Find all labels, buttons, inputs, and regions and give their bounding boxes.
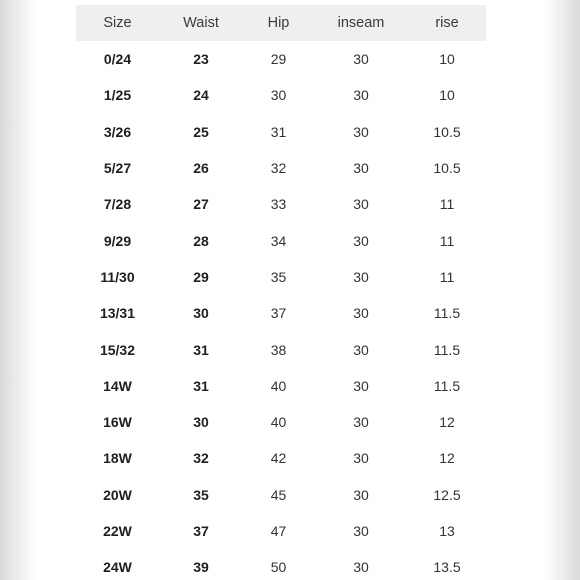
size-cell: 11/30	[100, 268, 135, 285]
size-cell: 5/27	[103, 160, 132, 177]
left-shadow-edge	[0, 0, 36, 580]
inseam-cell: 30	[353, 559, 369, 576]
rise-cell: 11	[439, 196, 455, 213]
inseam-cell: 30	[353, 450, 369, 467]
rise-cell: 11.5	[433, 305, 461, 322]
waist-cell: 28	[193, 232, 209, 249]
table-row	[76, 368, 486, 404]
waist-cell: 24	[193, 87, 209, 104]
header-waist: Waist	[183, 15, 219, 31]
size-cell: 20W	[103, 486, 132, 503]
table-row	[76, 259, 486, 295]
hip-cell: 50	[270, 559, 287, 576]
inseam-cell: 30	[353, 377, 369, 394]
size-cell: 1/25	[103, 87, 132, 104]
size-cell: 24W	[103, 559, 132, 576]
inseam-cell: 30	[353, 414, 369, 431]
table-row	[76, 295, 486, 331]
rise-cell: 10.5	[433, 123, 461, 140]
waist-cell: 30	[193, 305, 209, 322]
table-row	[76, 477, 486, 513]
table-row	[76, 150, 486, 186]
size-chart-table	[76, 5, 486, 580]
inseam-cell: 30	[353, 232, 369, 249]
header-hip: Hip	[267, 15, 290, 31]
table-row	[76, 331, 486, 367]
table-header	[76, 5, 486, 41]
rise-cell: 12.5	[433, 486, 461, 503]
size-cell: 13/31	[99, 305, 136, 322]
rise-cell: 11	[439, 268, 455, 285]
hip-cell: 38	[270, 341, 287, 358]
inseam-cell: 30	[353, 486, 369, 503]
rise-cell: 12	[439, 450, 455, 467]
hip-cell: 30	[270, 87, 287, 104]
table-row	[76, 114, 486, 150]
inseam-cell: 30	[353, 523, 369, 539]
rise-cell: 13.5	[433, 559, 461, 576]
waist-cell: 35	[193, 486, 209, 503]
waist-cell: 23	[193, 51, 209, 68]
waist-cell: 31	[193, 377, 209, 394]
hip-cell: 34	[270, 232, 287, 249]
waist-cell: 31	[193, 341, 209, 358]
size-cell: 7/28	[103, 196, 132, 213]
rise-cell: 11.5	[433, 377, 461, 394]
table-row	[76, 549, 486, 580]
rise-cell: 13	[439, 523, 455, 539]
rise-cell: 10	[439, 51, 455, 68]
rise-cell: 11	[439, 232, 455, 249]
hip-cell: 32	[270, 160, 287, 177]
hip-cell: 47	[270, 523, 287, 539]
header-row	[76, 5, 486, 41]
inseam-cell: 30	[353, 123, 369, 140]
waist-cell: 32	[193, 450, 209, 467]
waist-cell: 39	[193, 559, 209, 576]
hip-cell: 40	[270, 414, 287, 431]
waist-cell: 29	[193, 268, 209, 285]
inseam-cell: 30	[353, 160, 369, 177]
table-row	[76, 77, 486, 113]
hip-cell: 40	[270, 377, 287, 394]
inseam-cell: 30	[353, 268, 369, 285]
table-row	[76, 186, 486, 222]
rise-cell: 10.5	[433, 160, 461, 177]
hip-cell: 29	[270, 51, 287, 68]
hip-cell: 33	[270, 196, 287, 213]
hip-cell: 35	[270, 268, 287, 285]
table-row	[76, 513, 486, 549]
size-cell: 15/32	[99, 341, 136, 358]
size-cell: 14W	[103, 377, 132, 394]
hip-cell: 37	[270, 305, 287, 322]
header-rise: rise	[435, 15, 459, 31]
inseam-cell: 30	[353, 51, 369, 68]
table-row	[76, 404, 486, 440]
size-cell: 9/29	[103, 232, 132, 249]
table-row	[76, 222, 486, 258]
size-cell: 0/24	[103, 51, 132, 68]
inseam-cell: 30	[353, 341, 369, 358]
inseam-cell: 30	[353, 196, 369, 213]
waist-cell: 37	[193, 523, 209, 539]
hip-cell: 45	[270, 486, 287, 503]
table-body	[76, 41, 486, 580]
waist-cell: 27	[193, 196, 209, 213]
header-inseam: inseam	[337, 15, 385, 31]
rise-cell: 10	[439, 87, 455, 104]
size-cell: 3/26	[103, 123, 132, 140]
size-cell: 22W	[103, 523, 132, 539]
size-cell: 18W	[103, 450, 132, 467]
hip-cell: 31	[270, 123, 287, 140]
waist-cell: 26	[193, 160, 209, 177]
size-cell: 16W	[103, 414, 132, 431]
rise-cell: 11.5	[433, 341, 461, 358]
inseam-cell: 30	[353, 305, 369, 322]
waist-cell: 30	[193, 414, 209, 431]
right-shadow-edge	[544, 0, 580, 580]
table-row	[76, 41, 486, 77]
hip-cell: 42	[270, 450, 287, 467]
inseam-cell: 30	[353, 87, 369, 104]
waist-cell: 25	[193, 123, 209, 140]
rise-cell: 12	[439, 414, 455, 431]
header-size: Size	[103, 15, 132, 31]
table-row	[76, 440, 486, 476]
